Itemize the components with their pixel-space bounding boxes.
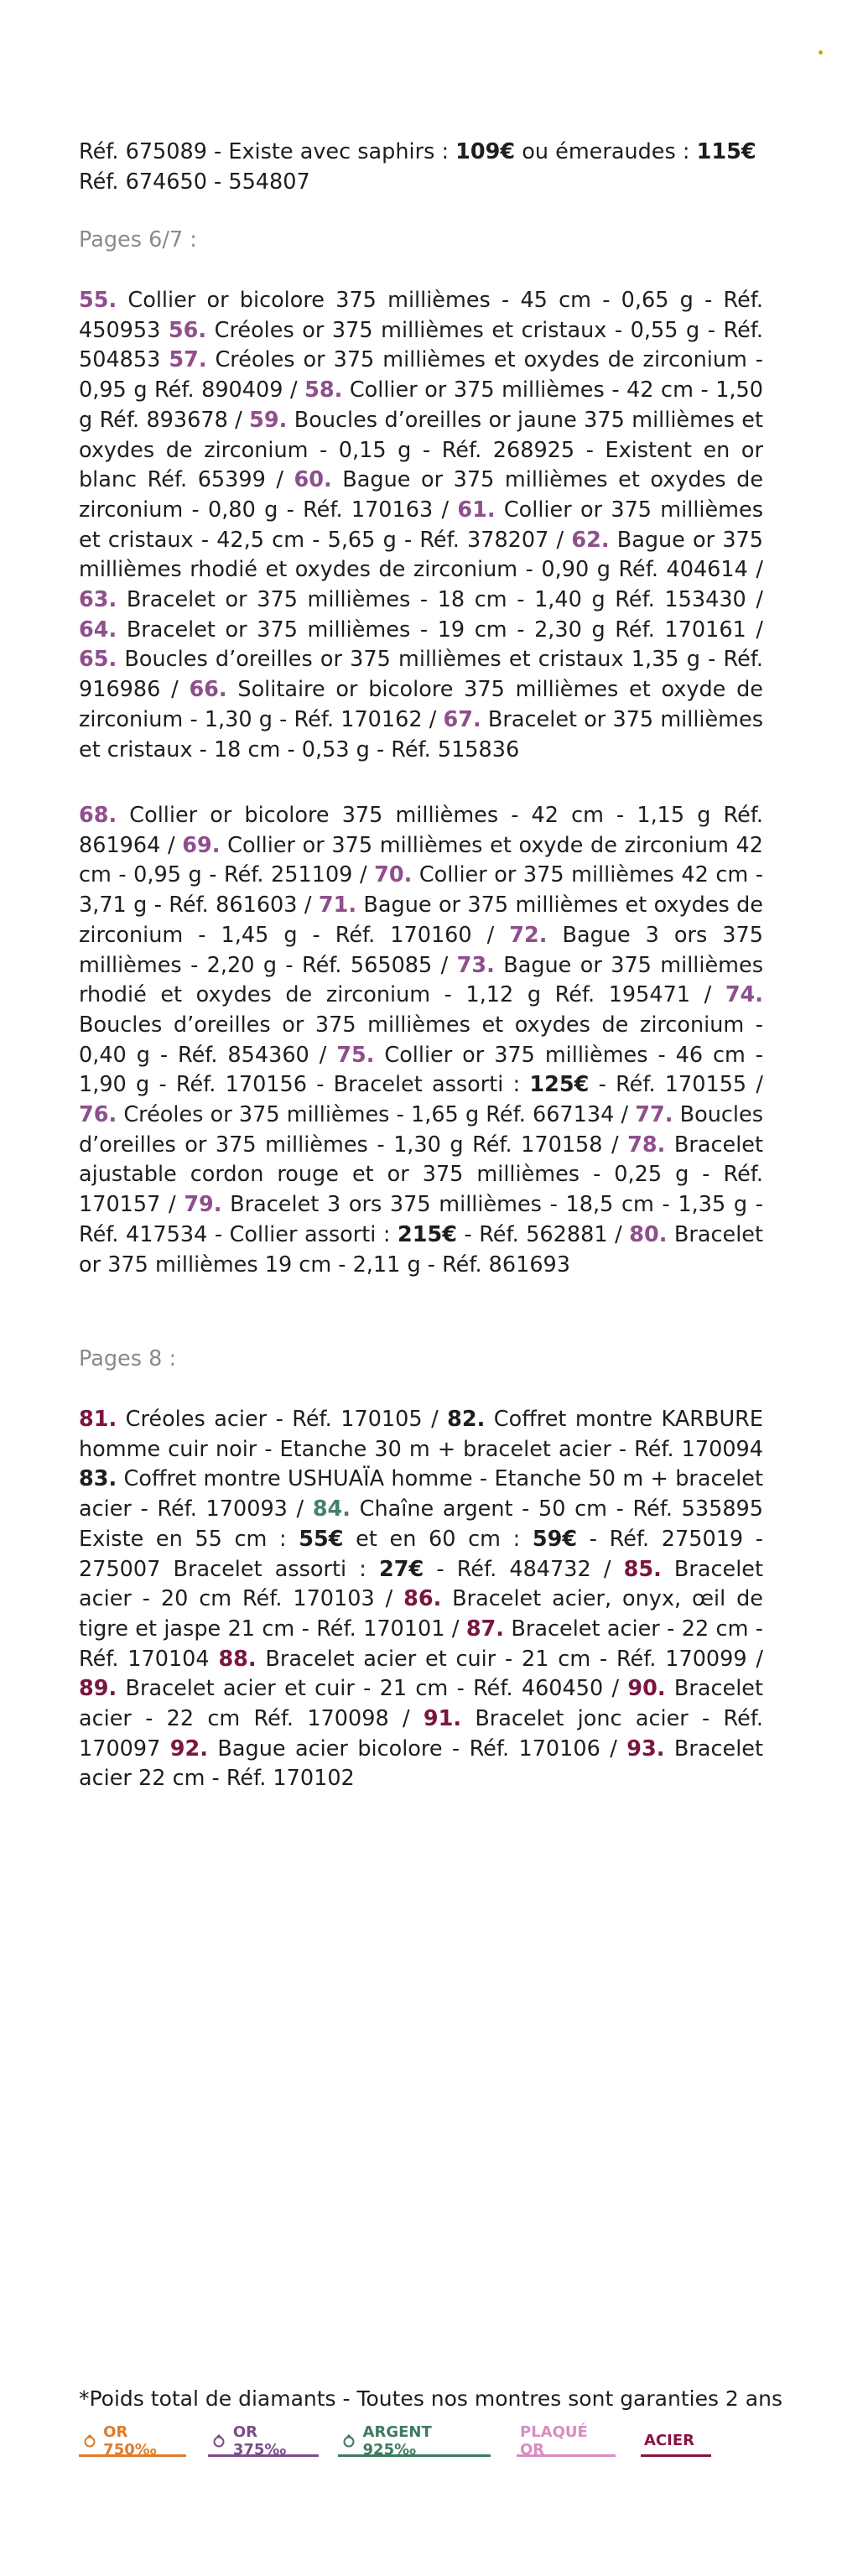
item-text: Bague or 375 millièmes rhodié et oxydes de zirconium - 1,12 g Réf. 195471 /: [79, 952, 763, 1008]
item-text: Créoles acier - Réf. 170105 /: [117, 1407, 448, 1432]
legend-badge-label: PLAQUÉ OR: [520, 2422, 588, 2459]
item-number: 84.: [312, 1496, 351, 1522]
item-price: 125€: [529, 1072, 590, 1098]
ring-icon: [341, 2434, 358, 2448]
item-text: Boucles d’oreilles or 375 millièmes et oxydes de zirconium - 0,40 g - Réf. 854360 /: [79, 1012, 763, 1068]
heading-pages-8: Pages 8 :: [79, 1346, 177, 1371]
item-text: Collier or bicolore 375 millièmes - 42 cm - 1,15 g Réf. 861964 /: [79, 803, 763, 858]
item-number: 62.: [571, 527, 610, 553]
ring-icon: [82, 2434, 98, 2448]
legend-badge: [79, 2422, 186, 2459]
item-text: Bracelet acier 22 cm - Réf. 170102: [79, 1736, 763, 1792]
item-number: 57.: [169, 347, 207, 373]
legend-badge: [517, 2422, 616, 2459]
item-price: 59€: [532, 1526, 578, 1552]
legend-badge-label: OR 750‰: [103, 2422, 157, 2459]
item-number: 66.: [189, 677, 227, 703]
item-number: 70.: [374, 862, 413, 888]
item-text: Boucles d’oreilles or 375 millièmes et cristaux 1,35 g - Réf. 916986 /: [79, 647, 763, 703]
item-text: - Réf. 170155 /: [589, 1072, 763, 1098]
item-number: 89.: [79, 1676, 117, 1702]
item-number: 87.: [465, 1616, 504, 1642]
item-text: Bague or 375 millièmes rhodié et oxydes de zirconium - 0,90 g Réf. 404614 /: [79, 527, 763, 583]
corner-dot: [819, 50, 823, 55]
item-text: Bracelet ajustable cordon rouge et or 375 millièmes - 0,25 g - Réf. 170157 /: [79, 1132, 763, 1218]
item-price: 27€: [378, 1556, 424, 1582]
item-text: Solitaire or bicolore 375 millièmes et oxyde de zirconium - 1,30 g - Réf. 170162 /: [79, 677, 763, 732]
item-text: Bracelet acier - 22 cm Réf. 170098 /: [79, 1676, 763, 1732]
item-text: - Réf. 275019 - 275007 Bracelet assorti :: [79, 1526, 763, 1582]
item-number: 90.: [627, 1676, 666, 1702]
pages67-paragraph-2: [79, 801, 763, 1280]
item-number: 75.: [336, 1042, 375, 1068]
item-text: Bracelet or 375 millièmes - 19 cm - 2,30 g Réf. 170161 /: [117, 617, 763, 643]
item-number: 71.: [318, 892, 357, 919]
item-number: 93.: [626, 1736, 665, 1762]
item-number: 55.: [79, 288, 117, 313]
item-number: 56.: [168, 317, 207, 343]
legend-badge-label: ARGENT 925‰: [362, 2422, 432, 2459]
legend-badge: [208, 2422, 319, 2459]
pages8-paragraph: [79, 1405, 763, 1794]
item-price: 55€: [299, 1526, 344, 1552]
item-text: Boucles d’oreilles or 375 millièmes - 1,30 g Réf. 170158 /: [79, 1102, 763, 1158]
item-number: 85.: [623, 1556, 662, 1582]
item-number: 88.: [218, 1646, 257, 1672]
item-text: Bracelet acier, onyx, œil de tigre et jaspe 21 cm - Réf. 170101 /: [79, 1586, 763, 1642]
item-price: 215€: [397, 1221, 457, 1247]
item-text: Bracelet or 375 millièmes et cristaux - 18 cm - 0,53 g - Réf. 515836: [79, 706, 763, 762]
item-text: Coffret montre USHUAÏA homme - Etanche 50 m + bracelet acier - Réf. 170093 /: [79, 1466, 763, 1522]
item-number: 92.: [169, 1736, 208, 1762]
item-number: 73.: [456, 952, 495, 978]
item-text: - Réf. 562881 /: [456, 1221, 630, 1247]
ring-icon: [211, 2434, 228, 2448]
item-number: 59.: [249, 407, 288, 433]
item-text: Bague 3 ors 375 millièmes - 2,20 g - Réf. 565085 /: [79, 922, 763, 978]
item-number: 63.: [79, 587, 117, 613]
item-text: Collier or 375 millièmes - 46 cm - 1,90 g - Réf. 170156 - Bracelet assorti :: [79, 1042, 763, 1098]
item-number: 61.: [457, 497, 496, 523]
item-number: 79.: [184, 1192, 222, 1218]
item-text: Collier or 375 millièmes - 42 cm - 1,50 g Réf. 893678 /: [79, 377, 763, 433]
pages67-paragraph-1: [79, 286, 763, 765]
item-text: Chaîne argent - 50 cm - Réf. 535895 Existe en 55 cm :: [79, 1496, 763, 1552]
item-text: Bracelet or 375 millièmes - 18 cm - 1,40 g Réf. 153430 /: [117, 587, 763, 613]
item-number: 86.: [403, 1586, 442, 1612]
legend-badge-label: ACIER: [644, 2432, 694, 2449]
item-number: 83.: [79, 1466, 117, 1492]
item-number: 60.: [294, 467, 332, 493]
item-text: Bracelet acier - 22 cm - Réf. 170104: [79, 1616, 763, 1672]
item-text: Collier or 375 millièmes et cristaux - 42,5 cm - 5,65 g - Réf. 378207 /: [79, 497, 763, 553]
item-number: 69.: [182, 832, 221, 858]
item-number: 91.: [423, 1706, 462, 1732]
legend-badge-label: OR 375‰: [232, 2422, 287, 2459]
item-number: 68.: [79, 803, 117, 828]
intro-line-1: Réf. 675089 - Existe avec saphirs : 109€ ou émeraudes : 115€: [79, 139, 756, 164]
item-number: 76.: [79, 1102, 117, 1128]
item-number: 64.: [79, 617, 117, 643]
legend-badge: [641, 2427, 711, 2457]
item-text: Créoles or 375 millièmes et oxydes de zirconium - 0,95 g Réf. 890409 /: [79, 347, 764, 403]
item-number: 78.: [627, 1132, 666, 1158]
item-number: 81.: [79, 1407, 117, 1432]
item-text: - Réf. 484732 /: [424, 1556, 624, 1582]
item-text: Coffret montre KARBURE homme cuir noir - Etanche 30 m + bracelet acier - Réf. 170094: [79, 1407, 763, 1462]
item-number: 72.: [509, 922, 548, 948]
legend-badge: [338, 2422, 491, 2459]
item-text: Bracelet jonc acier - Réf. 170097: [79, 1706, 764, 1762]
item-number: 74.: [725, 982, 763, 1008]
item-text: Bracelet acier et cuir - 21 cm - Réf. 460450 /: [117, 1676, 628, 1702]
item-text: Collier or bicolore 375 millièmes - 45 cm - 0,65 g - Réf. 450953: [79, 288, 763, 343]
item-number: 58.: [304, 377, 343, 403]
item-text: Bracelet acier - 20 cm Réf. 170103 /: [79, 1556, 763, 1612]
item-number: 67.: [443, 706, 481, 732]
item-number: 82.: [447, 1407, 486, 1432]
item-number: 80.: [629, 1221, 668, 1247]
item-number: 77.: [635, 1102, 673, 1128]
item-text: Bracelet or 375 millièmes 19 cm - 2,11 g - Réf. 861693: [79, 1221, 763, 1278]
item-text: Bracelet 3 ors 375 millièmes - 18,5 cm - 1,35 g - Réf. 417534 - Collier assorti :: [79, 1192, 763, 1247]
item-text: Créoles or 375 millièmes - 1,65 g Réf. 667134 /: [117, 1102, 636, 1128]
item-text: Bague or 375 millièmes et oxydes de zirconium - 0,80 g - Réf. 170163 /: [79, 467, 764, 523]
item-text: Collier or 375 millièmes et oxyde de zirconium 42 cm - 0,95 g - Réf. 251109 /: [79, 832, 763, 888]
item-text: Bracelet acier et cuir - 21 cm - Réf. 170099 /: [256, 1646, 763, 1672]
intro-text: [79, 138, 763, 197]
item-text: Boucles d’oreilles or jaune 375 millièmes et oxydes de zirconium - 0,15 g - Réf. 268925 - Existent en or blanc Réf. 65399 /: [79, 407, 763, 493]
item-text: Bague or 375 millièmes et oxydes de zirconium - 1,45 g - Réf. 170160 /: [79, 892, 763, 948]
item-text: Créoles or 375 millièmes et cristaux - 0,55 g - Réf. 504853: [79, 317, 763, 373]
item-text: et en 60 cm :: [343, 1526, 533, 1552]
intro-line-2: Réf. 674650 - 554807: [79, 169, 310, 195]
heading-pages-6-7: Pages 6/7 :: [79, 227, 197, 252]
item-number: 65.: [79, 647, 117, 673]
item-text: Collier or 375 millièmes 42 cm - 3,71 g - Réf. 861603 /: [79, 862, 763, 919]
footnote: *Poids total de diamants - Toutes nos montres sont garanties 2 ans: [79, 2386, 782, 2411]
item-text: Bague acier bicolore - Réf. 170106 /: [207, 1736, 627, 1762]
